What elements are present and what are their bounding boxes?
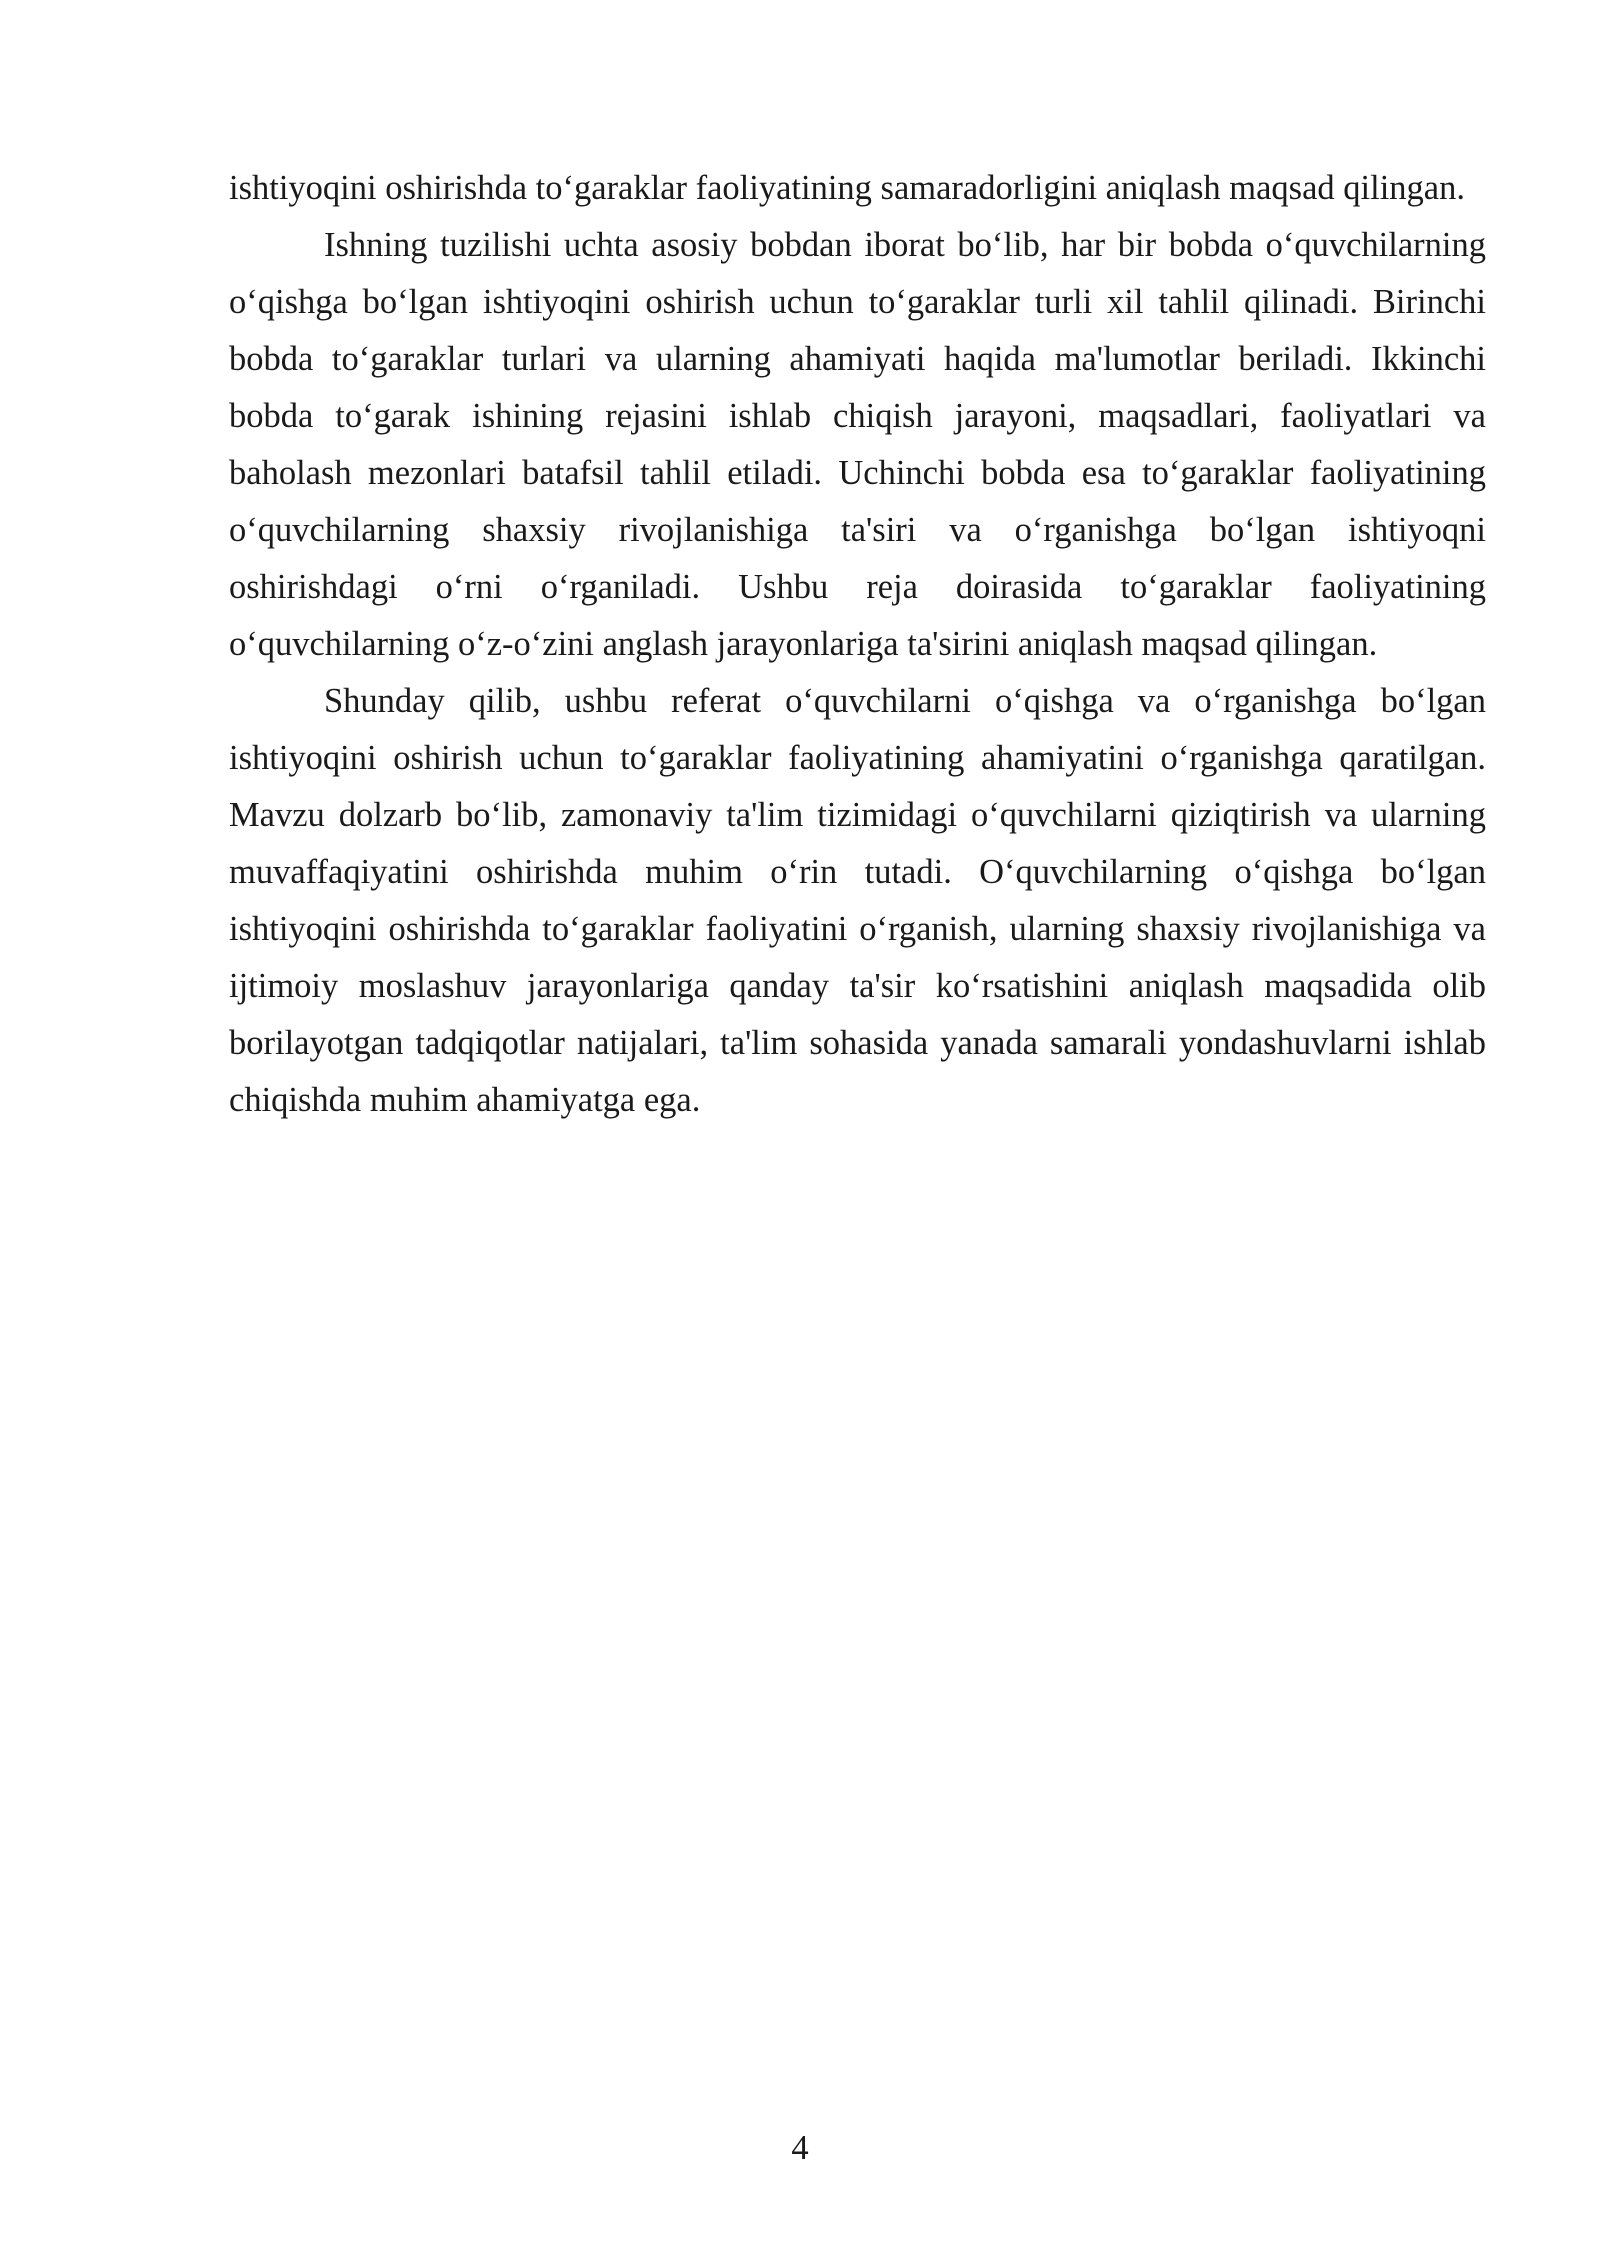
page-number: 4 [791, 2129, 809, 2167]
body-text [229, 160, 1486, 1129]
paragraph-conclusion: Shunday qilib, ushbu referat o‘quvchilarni o‘qishga va o‘rganishga bo‘lgan ishtiyoqini oshirish uchun to‘garaklar faoliyatining ahamiyatini o‘rganishga qaratilgan. Mavzu dolzarb bo‘lib, zamonaviy ta'lim tizimidagi o‘quvchilarni qiziqtirish va ularning muvaffaqiyatini oshirishda muhim o‘rin tutadi. O‘quvchilarning o‘qishga bo‘lgan ishtiyoqini oshirishda to‘garaklar faoliyatini o‘rganish, ularning shaxsiy rivojlanishiga va ijtimoiy moslashuv jarayonlariga qanday ta'sir ko‘rsatishini aniqlash maqsadida olib borilayotgan tadqiqotlar natijalari, ta'lim sohasida yanada samarali yondashuvlarni ishlab chiqishda muhim ahamiyatga ega. [229, 682, 1486, 1119]
paragraph-structure: Ishning tuzilishi uchta asosiy bobdan iborat bo‘lib, har bir bobda o‘quvchilarning o‘qishga bo‘lgan ishtiyoqini oshirish uchun to‘garaklar turli xil tahlil qilinadi. Birinchi bobda to‘garaklar turlari va ularning ahamiyati haqida ma'lumotlar beriladi. Ikkinchi bobda to‘garak ishining rejasini ishlab chiqish jarayoni, maqsadlari, faoliyatlari va baholash mezonlari batafsil tahlil etiladi. Uchinchi bobda esa to‘garaklar faoliyatining o‘quvchilarning shaxsiy rivojlanishiga ta'siri va o‘rganishga bo‘lgan ishtiyoqni oshirishdagi o‘rni o‘rganiladi. Ushbu reja doirasida to‘garaklar faoliyatining o‘quvchilarning o‘z-o‘zini anglash jarayonlariga ta'sirini aniqlash maqsad qilingan. [229, 226, 1486, 663]
paragraph-continuation: ishtiyoqini oshirishda to‘garaklar faoliyatining samaradorligini aniqlash maqsad qilingan. [229, 169, 1465, 207]
